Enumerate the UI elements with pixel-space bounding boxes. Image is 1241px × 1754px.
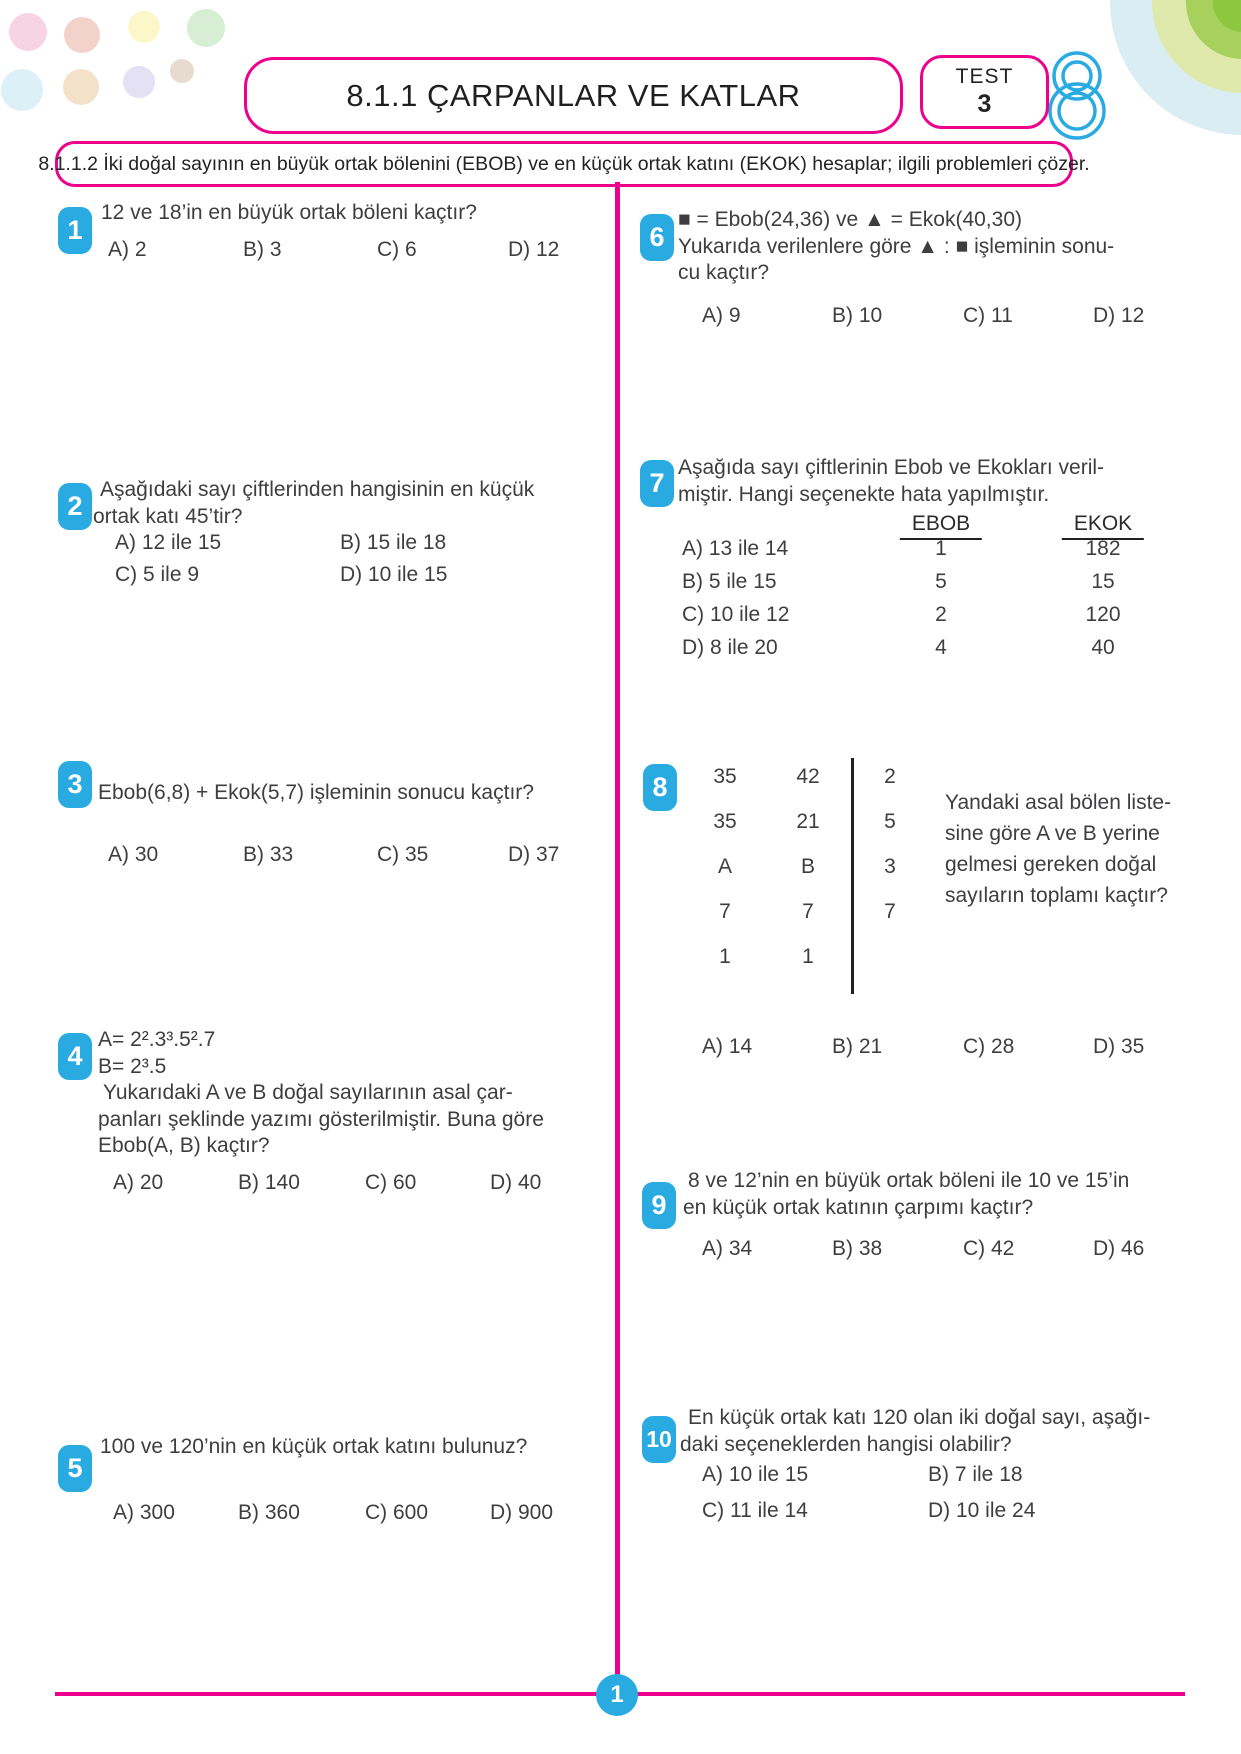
- q8-col2-r1: 42: [796, 765, 820, 788]
- question-8-option-c: C) 28: [963, 1035, 1015, 1058]
- decor-bubble: [187, 9, 225, 47]
- question-6-text: ■ = Ebob(24,36) ve ▲ = Ekok(40,30) Yukarıda verilenlere göre ▲ : ■ işleminin sonu- cu kaçtır?: [678, 208, 1115, 284]
- question-10-option-a: A) 10 ile 15: [702, 1463, 809, 1486]
- question-1-option-d: D) 12: [508, 238, 560, 261]
- question-3-option-c: C) 35: [377, 843, 429, 866]
- question-10-option-c: C) 11 ile 14: [702, 1499, 808, 1522]
- question-8-badge: 8: [643, 764, 677, 811]
- q7-row-b-ekok: 15: [1091, 570, 1115, 593]
- question-4-option-b: B) 140: [238, 1171, 300, 1194]
- question-8-side-text: Yandaki asal bölen liste- sine göre A ve B yerine gelmesi gereken doğal sayıların toplamı kaçtır?: [945, 791, 1172, 907]
- decor-bubble: [9, 13, 47, 51]
- question-1-option-a: A) 2: [108, 238, 147, 261]
- question-4-badge: 4: [58, 1033, 92, 1080]
- question-1-badge: 1: [58, 207, 92, 254]
- q7-row-a-ebob: 1: [935, 537, 947, 560]
- q8-col2-r2: 21: [796, 810, 820, 833]
- decor-bubble: [123, 66, 155, 98]
- question-1-option-c: C) 6: [377, 238, 417, 261]
- question-9-option-a: A) 34: [702, 1237, 753, 1260]
- q7-row-d-pair: D) 8 ile 20: [682, 636, 778, 659]
- question-3-option-d: D) 37: [508, 843, 560, 866]
- test-number-box: [920, 55, 1049, 129]
- q7-row-a-ekok: 182: [1085, 537, 1121, 560]
- question-1-option-b: B) 3: [243, 238, 282, 261]
- question-4-option-a: A) 20: [113, 1171, 164, 1194]
- question-5-option-d: D) 900: [490, 1501, 554, 1524]
- question-4-option-c: C) 60: [365, 1171, 417, 1194]
- question-2-text: Aşağıdaki sayı çiftlerinden hangisinin en küçük ortak katı 45’tir?: [93, 478, 535, 528]
- question-5-badge: 5: [58, 1445, 92, 1492]
- q7-row-c-ekok: 120: [1085, 603, 1121, 626]
- objective-text: 8.1.1.2 İki doğal sayının en büyük ortak bölenini (EBOB) ve en küçük ortak katını (EKOK) hesaplar; ilgili problemleri çözer.: [38, 152, 1090, 175]
- question-1-text: 12 ve 18’in en büyük ortak böleni kaçtır?: [101, 201, 477, 224]
- question-3-text: Ebob(6,8) + Ekok(5,7) işleminin sonucu kaçtır?: [98, 781, 534, 804]
- q7-row-b-ebob: 5: [935, 570, 947, 593]
- decor-bubble: [170, 59, 194, 83]
- grade-8-numeral-icon: [1040, 48, 1120, 143]
- q8-col2-r5: 1: [802, 945, 814, 968]
- question-5-text: 100 ve 120’nin en küçük ortak katını bulunuz?: [100, 1435, 528, 1458]
- question-5-option-c: C) 600: [365, 1501, 429, 1524]
- q8-col1-r4: 7: [719, 900, 731, 923]
- decor-bubble: [1, 69, 43, 111]
- question-2-option-c: C) 5 ile 9: [115, 563, 200, 586]
- question-10-option-d: D) 10 ile 24: [928, 1499, 1036, 1522]
- question-9-option-c: C) 42: [963, 1237, 1015, 1260]
- q7-row-c-pair: C) 10 ile 12: [682, 603, 790, 626]
- q8-divisor-r4: 7: [884, 900, 896, 923]
- question-10-option-b: B) 7 ile 18: [928, 1463, 1023, 1486]
- q8-col1-r5: 1: [719, 945, 731, 968]
- question-9-option-b: B) 38: [832, 1237, 883, 1260]
- question-8-option-a: A) 14: [702, 1035, 753, 1058]
- q8-col1-r2: 35: [713, 810, 737, 833]
- question-2-option-a: A) 12 ile 15: [115, 531, 222, 554]
- question-4-option-d: D) 40: [490, 1171, 542, 1194]
- q8-col2-r3: B: [800, 855, 816, 878]
- q8-division-line: [851, 758, 854, 994]
- decor-bubble: [64, 17, 100, 53]
- q7-row-c-ebob: 2: [935, 603, 947, 626]
- q8-divisor-r2: 5: [884, 810, 896, 833]
- test-label: TEST: [955, 65, 1014, 88]
- question-3-badge: 3: [58, 761, 92, 808]
- question-10-text: En küçük ortak katı 120 olan iki doğal sayı, aşağı- daki seçeneklerden hangisi olabilir?: [680, 1406, 1151, 1456]
- question-6-option-c: C) 11: [963, 304, 1013, 327]
- question-6-badge: 6: [640, 214, 674, 261]
- question-7-text: Aşağıda sayı çiftlerinin Ebob ve Ekokları veril- miştir. Hangi seçenekte hata yapılmıştır.: [678, 456, 1105, 506]
- q7-col-header-ekok: EKOK: [1062, 512, 1144, 540]
- q8-divisor-r1: 2: [884, 765, 896, 788]
- question-6-option-a: A) 9: [702, 304, 741, 327]
- question-8-option-d: D) 35: [1093, 1035, 1145, 1058]
- page-number: 1: [610, 1681, 624, 1708]
- question-7-badge: 7: [640, 460, 674, 507]
- question-2-option-b: B) 15 ile 18: [340, 531, 447, 554]
- column-divider: [615, 182, 620, 1692]
- question-9-option-d: D) 46: [1093, 1237, 1145, 1260]
- q7-row-d-ekok: 40: [1091, 636, 1115, 659]
- decor-bubble: [128, 11, 160, 43]
- question-10-badge: 10: [642, 1416, 676, 1463]
- q7-row-b-pair: B) 5 ile 15: [682, 570, 777, 593]
- question-5-option-b: B) 360: [238, 1501, 300, 1524]
- question-2-option-d: D) 10 ile 15: [340, 563, 448, 586]
- question-3-option-b: B) 33: [243, 843, 294, 866]
- q8-col1-r1: 35: [713, 765, 737, 788]
- question-3-option-a: A) 30: [108, 843, 159, 866]
- q7-col-header-ebob: EBOB: [900, 512, 982, 540]
- page-title: 8.1.1 ÇARPANLAR VE KATLAR: [346, 77, 801, 113]
- question-9-badge: 9: [642, 1182, 676, 1229]
- q7-row-a-pair: A) 13 ile 14: [682, 537, 789, 560]
- q8-col1-r3: A: [717, 855, 733, 878]
- decor-bubble: [63, 69, 99, 105]
- question-8-option-b: B) 21: [832, 1035, 883, 1058]
- question-4-text: A= 2².3³.5².7 B= 2³.5 Yukarıdaki A ve B doğal sayılarının asal çar- panları şeklinde yazımı gösterilmiştir. Buna göre Ebob(A, B) kaçtır?: [98, 1028, 544, 1157]
- q8-divisor-r3: 3: [884, 855, 896, 878]
- question-6-option-b: B) 10: [832, 304, 883, 327]
- page-number-badge: [596, 1674, 638, 1716]
- objective-box: [38, 141, 1090, 187]
- question-6-option-d: D) 12: [1093, 304, 1145, 327]
- test-number: 3: [977, 90, 992, 118]
- q8-col2-r4: 7: [802, 900, 814, 923]
- q7-row-d-ebob: 4: [935, 636, 947, 659]
- question-9-text: 8 ve 12’nin en büyük ortak böleni ile 10 ve 15’in en küçük ortak katının çarpımı kaçtır?: [683, 1169, 1130, 1219]
- question-5-option-a: A) 300: [113, 1501, 175, 1524]
- question-2-badge: 2: [58, 483, 92, 530]
- title-box: [244, 57, 903, 134]
